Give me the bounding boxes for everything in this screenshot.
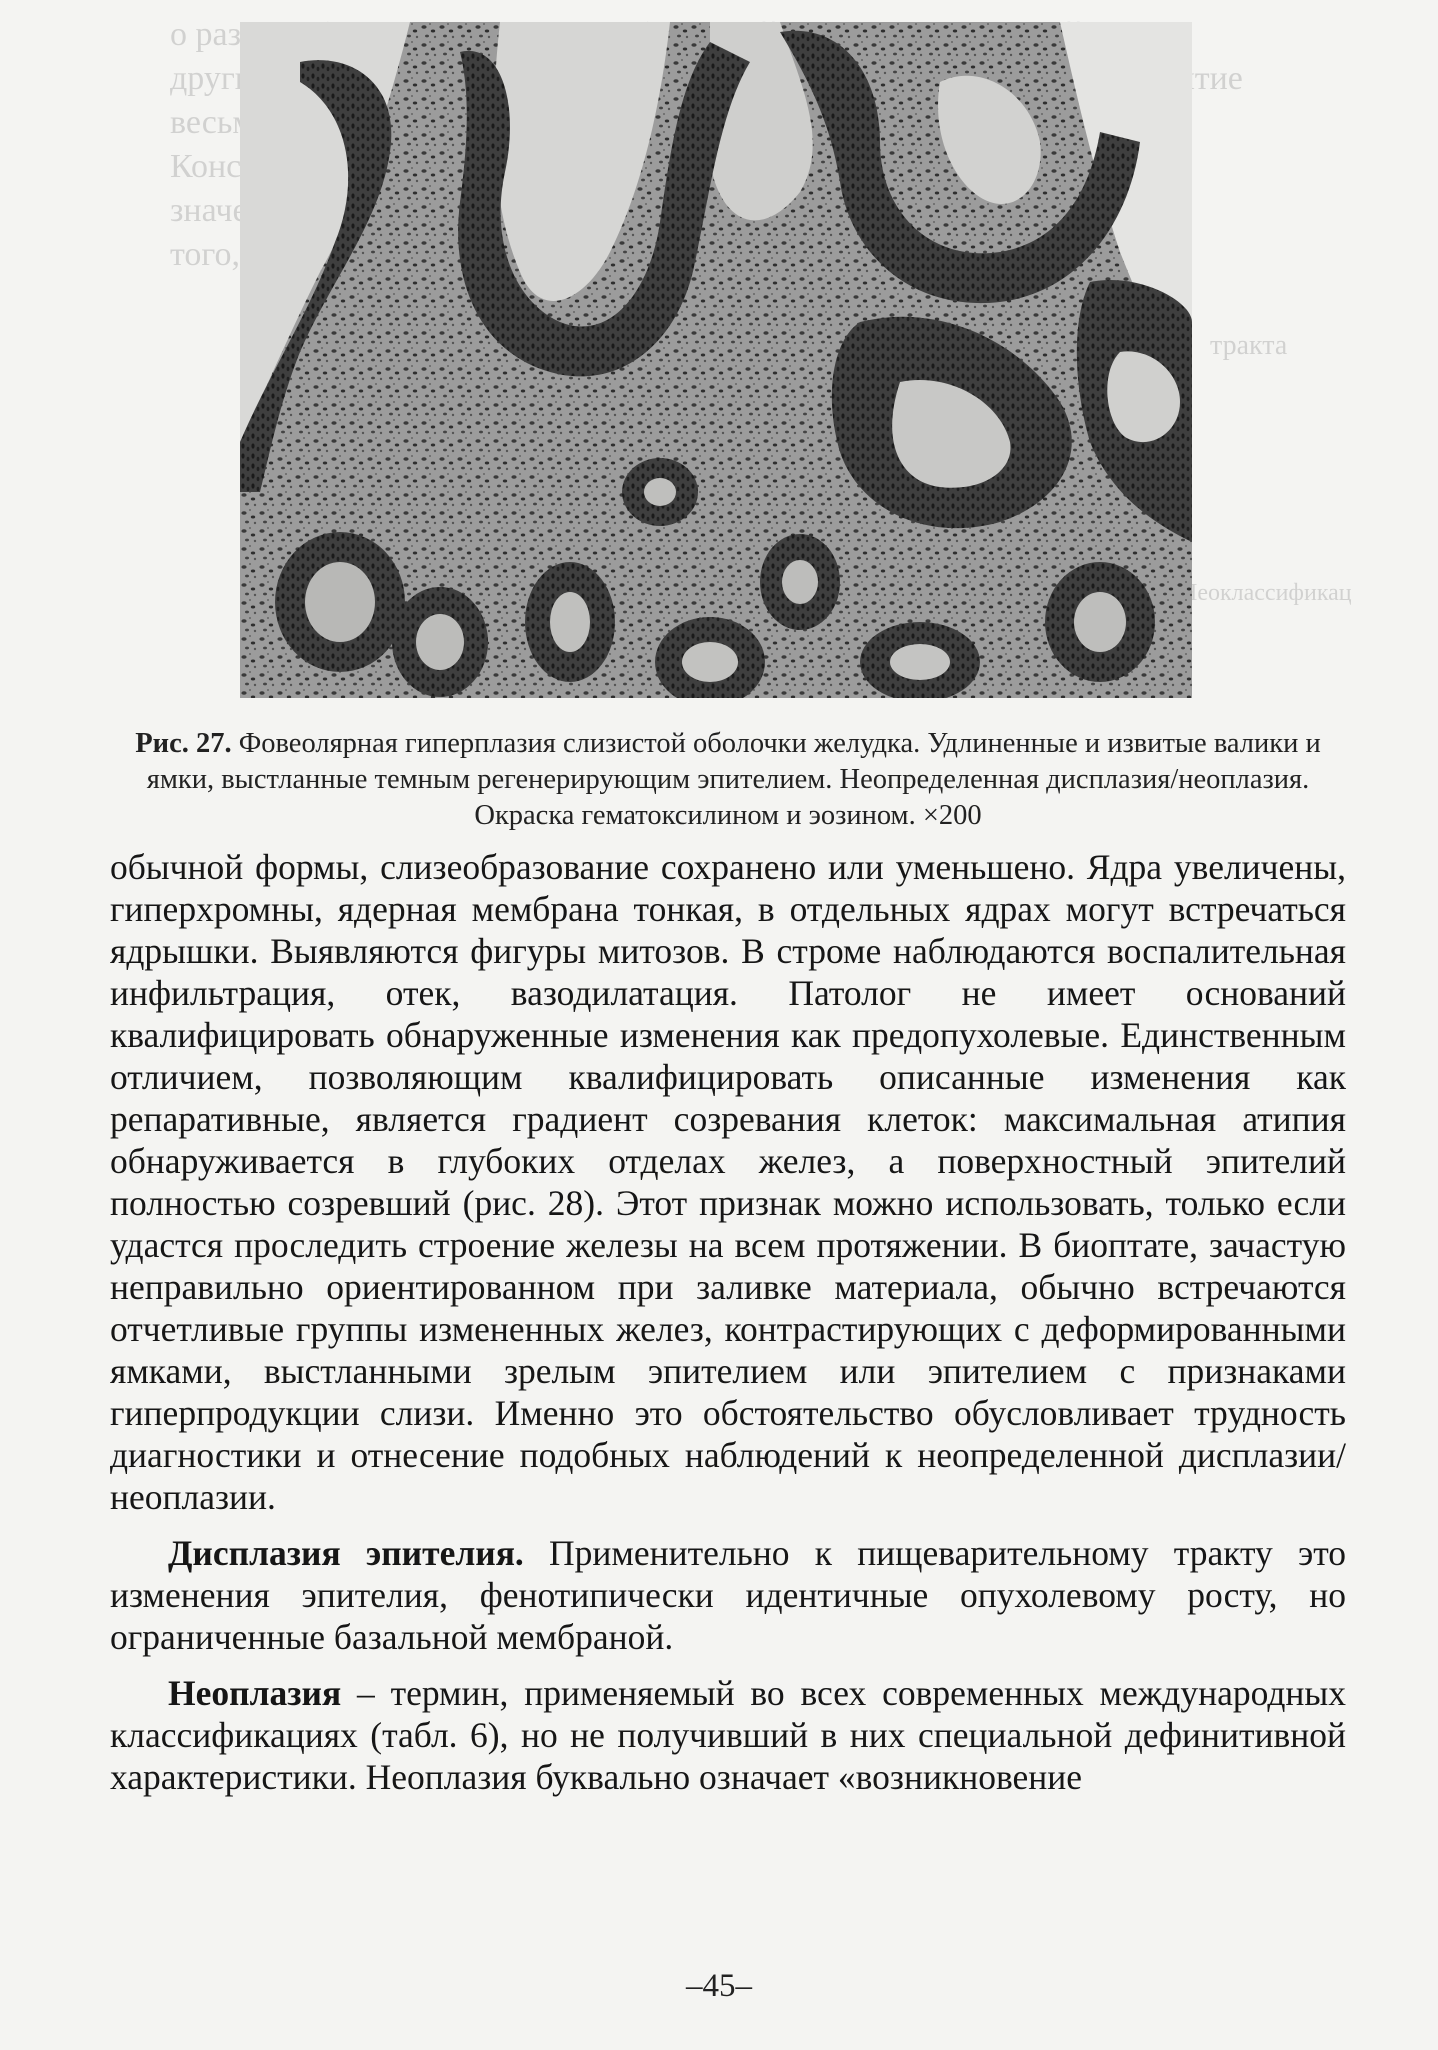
bleed-line: Неоклассификац <box>1180 580 1352 606</box>
term-heading: Неоплазия <box>168 1673 342 1713</box>
term-heading: Дисплазия эпителия. <box>168 1533 524 1573</box>
body-text <box>110 846 1346 1798</box>
bleed-line: того, <box>170 236 241 273</box>
bleed-line: тракта <box>1210 330 1288 361</box>
figure-caption <box>110 726 1346 834</box>
paragraph: обычной формы, слизеобразование сохранено или уменьшено. Ядра увеличены, гиперхромны, ядерная мембрана тонкая, в отдельных ядрах могут встречаться ядрышки. Выявляются фигуры митозов. В строме наблюдаются воспалительная инфильтрация, отек, вазодилатация. Патолог не имеет оснований квалифицировать обнаруженные изменения как предопухолевые. Единственным отличием, позволяющим квалифицировать описанные изменения как репаративные, является градиент созревания клеток: максимальная атипия обнаруживается в глубоких отделах желез, а поверхностный эпителий полностью созревший (рис. 28). Этот признак можно использовать, только если удастся проследить строение железы на всем протяжении. В биоптате, зачастую неправильно ориентированном при заливке материала, обычно встречаются отчетливые группы измененных желез, контрастирующих с деформированными ямками, выстланными зрелым эпителием или эпителием с признаками гиперпродукции слизи. Именно это обстоятельство обусловливает трудность диагностики и отнесение подобных наблюдений к неопределенной дисплазии/неоплазии. <box>110 847 1346 1517</box>
page-number: –45– <box>686 1968 752 2004</box>
figure-label: Рис. 27. <box>135 728 232 759</box>
histology-micrograph <box>240 22 1192 698</box>
paragraph <box>110 1532 1346 1658</box>
paragraph <box>110 1672 1346 1798</box>
paragraph-text: Применительно к пищеварительному тракту это изменения эпителия, фенотипически идентичные опухолевому росту, но ограниченные базальной мембраной. <box>110 1533 1347 1657</box>
paragraph-text: – термин, применяемый во всех современных международных классификациях (табл. 6), но не получивший в них специальной дефинитивной характеристики. Неоплазия буквально означает «возникновение <box>110 1673 1346 1797</box>
bleed-line: о <box>170 16 187 53</box>
bleed-line: других <box>170 60 270 97</box>
figure-caption-text: Фовеолярная гиперплазия слизистой оболочки желудка. Удлиненные и извитые валики и ямки, выстланные темным регенерирующим эпителием. Неопределенная дисплазия/неоплазия. Окраска гематоксилином и эозином. ×200 <box>146 728 1321 831</box>
bleed-line: весьма <box>170 104 269 141</box>
